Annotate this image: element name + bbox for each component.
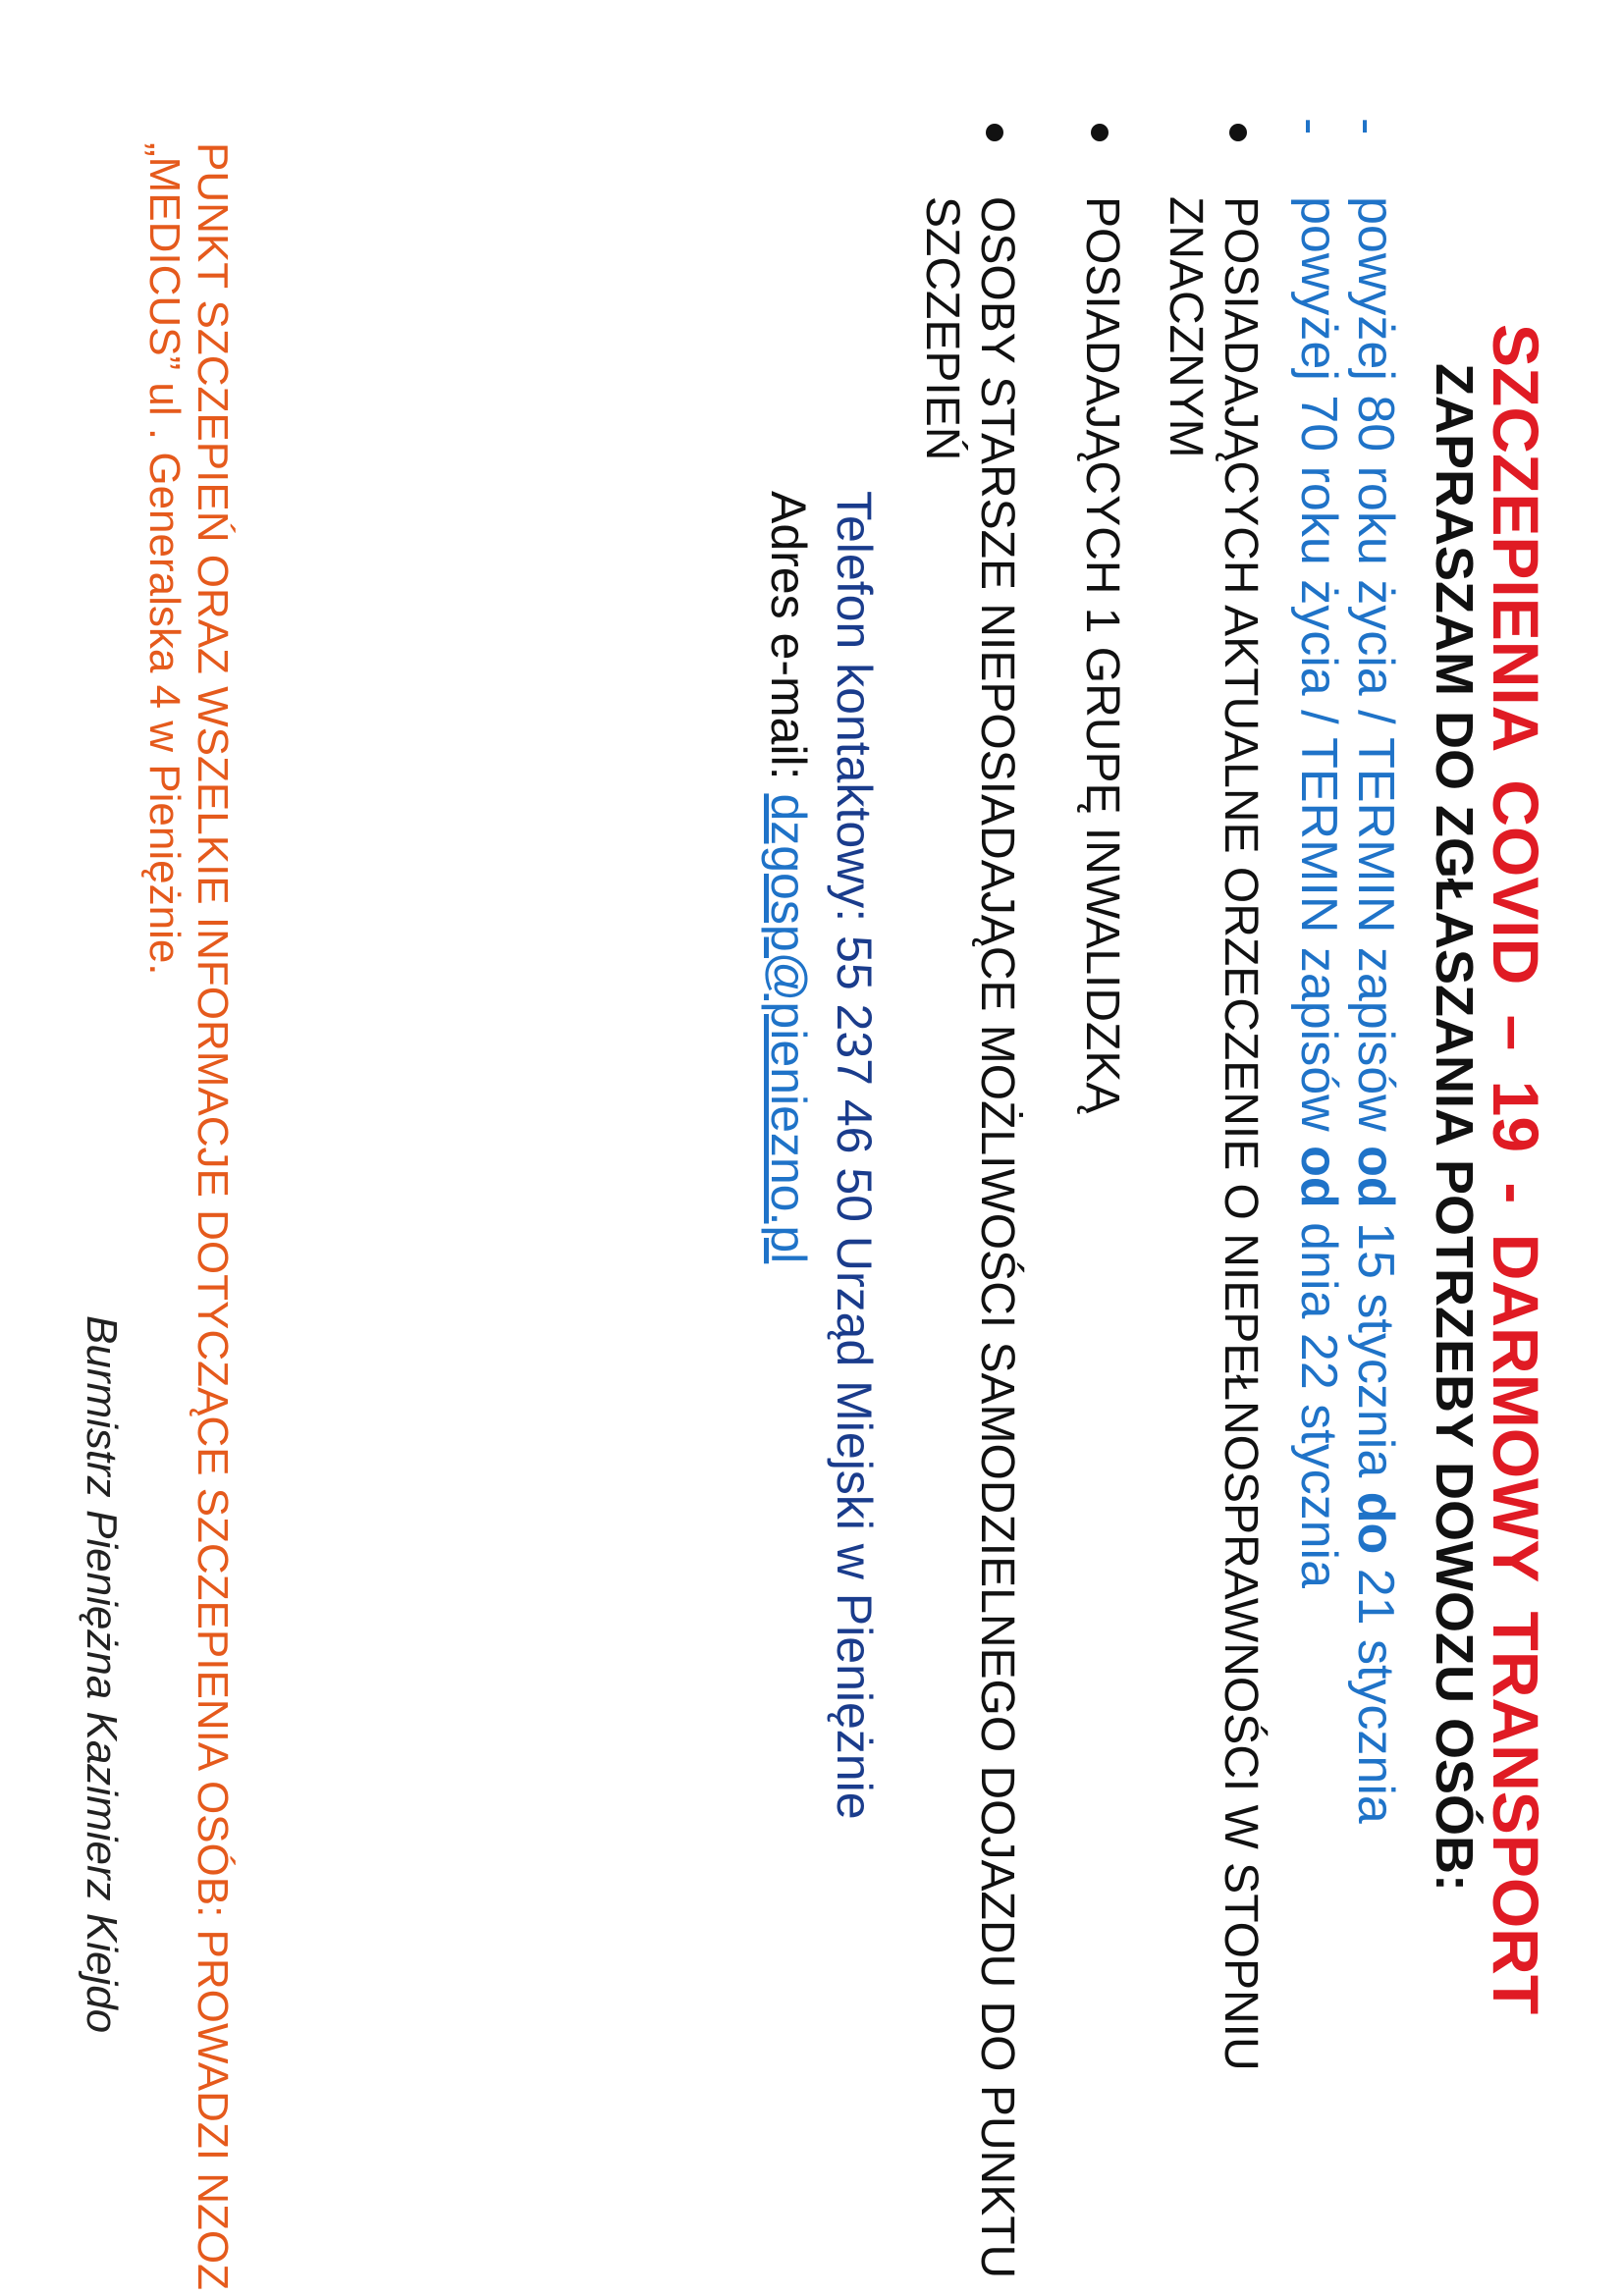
bullet-2-line1: POSIADAJĄCYCH 1 GRUPĘ INWALIDZKĄ	[1076, 196, 1128, 1114]
notice-title: SZCZEPIENIA COVID – 19 - DARMOWY TRANSPORT	[1480, 324, 1552, 2015]
bullet-1-line2: ZNACZNYM	[1160, 196, 1212, 458]
bullet-1-dot	[1229, 124, 1247, 141]
contact-email-row	[761, 491, 816, 1264]
age-group-1-text: powyżej 80 roku życia / TERMIN zapisów	[1347, 196, 1404, 1147]
age-group-1	[1347, 196, 1404, 1824]
age-group-1-from: 15 stycznia	[1347, 1207, 1404, 1492]
info-line2: „MEDICUS” ul . Generalska 4 w Pieniężnie.	[140, 142, 189, 976]
age-group-2	[1290, 196, 1347, 1589]
age-group-1-dash: -	[1339, 118, 1396, 135]
email-label: Adres e-mail:	[761, 491, 816, 794]
age-group-1-to: 21 stycznia	[1347, 1554, 1404, 1824]
age-group-1-od: od	[1347, 1146, 1404, 1208]
notice-subtitle: ZAPRASZAM DO ZGŁASZANIA POTRZEBY DOWOZU OSÓB:	[1425, 363, 1484, 1892]
bullet-2-dot	[1091, 124, 1109, 141]
contact-phone: Telefon kontaktowy: 55 237 46 50 Urząd Miejski w Pieniężnie	[827, 491, 882, 1820]
bullet-3-line1: OSOBY STARSZE NIEPOSIADAJĄCE MOŻLIWOŚCI SAMODZIELNEGO DOJAZDU DO PUNKTU	[971, 196, 1023, 2279]
email-link[interactable]: dzgosp@pieniezno.pl	[761, 793, 816, 1264]
age-group-1-do: do	[1347, 1491, 1404, 1555]
age-group-2-dash: -	[1282, 118, 1339, 135]
bullet-3-dot	[986, 124, 1003, 141]
bullet-1-line1: POSIADAJĄCYCH AKTUALNE ORZECZENIE O NIEPEŁNOSPRAWNOŚCI W STOPNIU	[1215, 196, 1267, 2071]
signature: Burmistrz Pieniężna Kazimierz Kiejdo	[78, 1315, 126, 2034]
age-group-2-from: dnia 22 stycznia	[1290, 1207, 1347, 1589]
bullet-3-line2: SZCZEPIEŃ	[916, 196, 968, 461]
age-group-2-text: powyżej 70 roku życia / TERMIN zapisów	[1290, 196, 1347, 1147]
info-line1: PUNKT SZCZEPIEŃ ORAZ WSZELKIE INFORMACJE DOTYCZĄCE SZCZEPIENIA OSÓB: PROWADZI NZOZ	[189, 142, 237, 2290]
age-group-2-od: od	[1290, 1146, 1347, 1208]
